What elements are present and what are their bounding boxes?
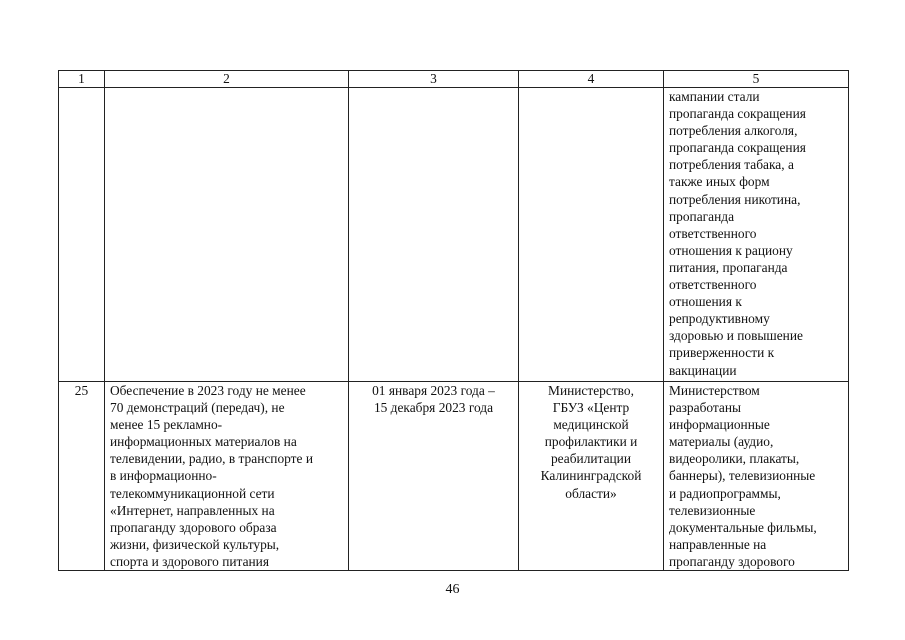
column-header-4: 4 — [519, 71, 664, 88]
cell-responsible — [519, 88, 664, 382]
cell-text-line: ответственного — [669, 225, 757, 241]
column-header-2: 2 — [105, 71, 349, 88]
cell-deadline — [349, 88, 519, 382]
cell-deadline — [349, 382, 519, 571]
table-header-row — [59, 71, 849, 88]
cell-text-line: пропаганда сокращения — [669, 140, 806, 156]
cell-text-line: кампании стали — [669, 89, 760, 104]
cell-text-line: медицинской — [553, 417, 629, 433]
cell-text-line: направленные на — [669, 536, 767, 552]
cell-text-line: профилактики и — [544, 434, 638, 450]
cell-text-line: телевидении, радио, в транспорте и — [110, 451, 313, 467]
page-number: 46 — [445, 582, 460, 597]
cell-text-line: пропаганда — [669, 208, 735, 224]
cell-text-line: питания, пропаганда — [669, 259, 788, 275]
cell-text-line: потребления табака, а — [669, 157, 794, 173]
cell-text-line: реабилитации — [550, 451, 632, 467]
table-row-continuation — [59, 88, 849, 382]
cell-text-line: жизни, физической культуры, — [110, 536, 280, 552]
cell-row-number: 25 — [59, 382, 105, 571]
cell-result — [664, 382, 849, 571]
cell-text-line: репродуктивному — [669, 311, 770, 327]
cell-text-line: Калининградской — [540, 468, 642, 484]
column-header-5: 5 — [664, 71, 849, 88]
cell-text-line: отношения к рациону — [669, 242, 793, 258]
cell-text-line: спорта и здорового питания — [110, 553, 270, 569]
cell-text-line: и радиопрограммы, — [669, 485, 781, 501]
cell-text-line: информационных материалов на — [110, 434, 297, 450]
cell-text-line: области» — [565, 485, 617, 501]
cell-text-line: пропаганду здорового образа — [110, 519, 277, 535]
cell-text-line: 15 декабря 2023 года — [373, 400, 494, 416]
cell-text-line: ГБУЗ «Центр — [552, 400, 630, 416]
cell-text-line: потребления алкоголя, — [669, 123, 798, 139]
cell-text-line: Министерством — [669, 383, 760, 398]
cell-text-line: ответственного — [669, 277, 757, 293]
cell-text-line: в информационно- — [110, 468, 217, 484]
cell-text-line: «Интернет, направленных на — [110, 502, 275, 518]
cell-text-line: приверженности к — [669, 345, 775, 361]
cell-text-line: разработаны — [669, 400, 742, 416]
cell-text-line: менее 15 рекламно- — [110, 417, 223, 433]
cell-text-line: Обеспечение в 2023 году не менее — [110, 383, 306, 398]
plan-table — [58, 70, 849, 571]
table-row-25 — [59, 382, 849, 571]
cell-text-line: отношения к — [669, 294, 742, 310]
column-header-3: 3 — [349, 71, 519, 88]
cell-text-line: баннеры), телевизионные — [669, 468, 816, 484]
cell-text-line: материалы (аудио, — [669, 434, 774, 450]
cell-text-line: видеоролики, плакаты, — [669, 451, 800, 467]
cell-text-line: также иных форм — [669, 174, 770, 190]
cell-text-line: пропаганду здорового — [669, 553, 795, 569]
cell-row-number — [59, 88, 105, 382]
cell-text-line: 01 января 2023 года – — [372, 383, 495, 398]
cell-activity — [105, 382, 349, 571]
column-header-1: 1 — [59, 71, 105, 88]
cell-text-line: телевизионные — [669, 502, 756, 518]
cell-text-line: потребления никотина, — [669, 191, 801, 207]
cell-text-line: телекоммуникационной сети — [110, 485, 275, 501]
cell-result — [664, 88, 849, 382]
cell-text-line: здоровью и повышение — [669, 328, 803, 344]
cell-text-line: Министерство, — [548, 383, 634, 398]
cell-text-line: пропаганда сокращения — [669, 106, 806, 122]
cell-responsible — [519, 382, 664, 571]
cell-text-line: 70 демонстраций (передач), не — [110, 400, 285, 416]
cell-text-line: информационные — [669, 417, 770, 433]
cell-text-line: документальные фильмы, — [669, 519, 817, 535]
cell-activity — [105, 88, 349, 382]
cell-text-line: вакцинации — [669, 362, 737, 378]
